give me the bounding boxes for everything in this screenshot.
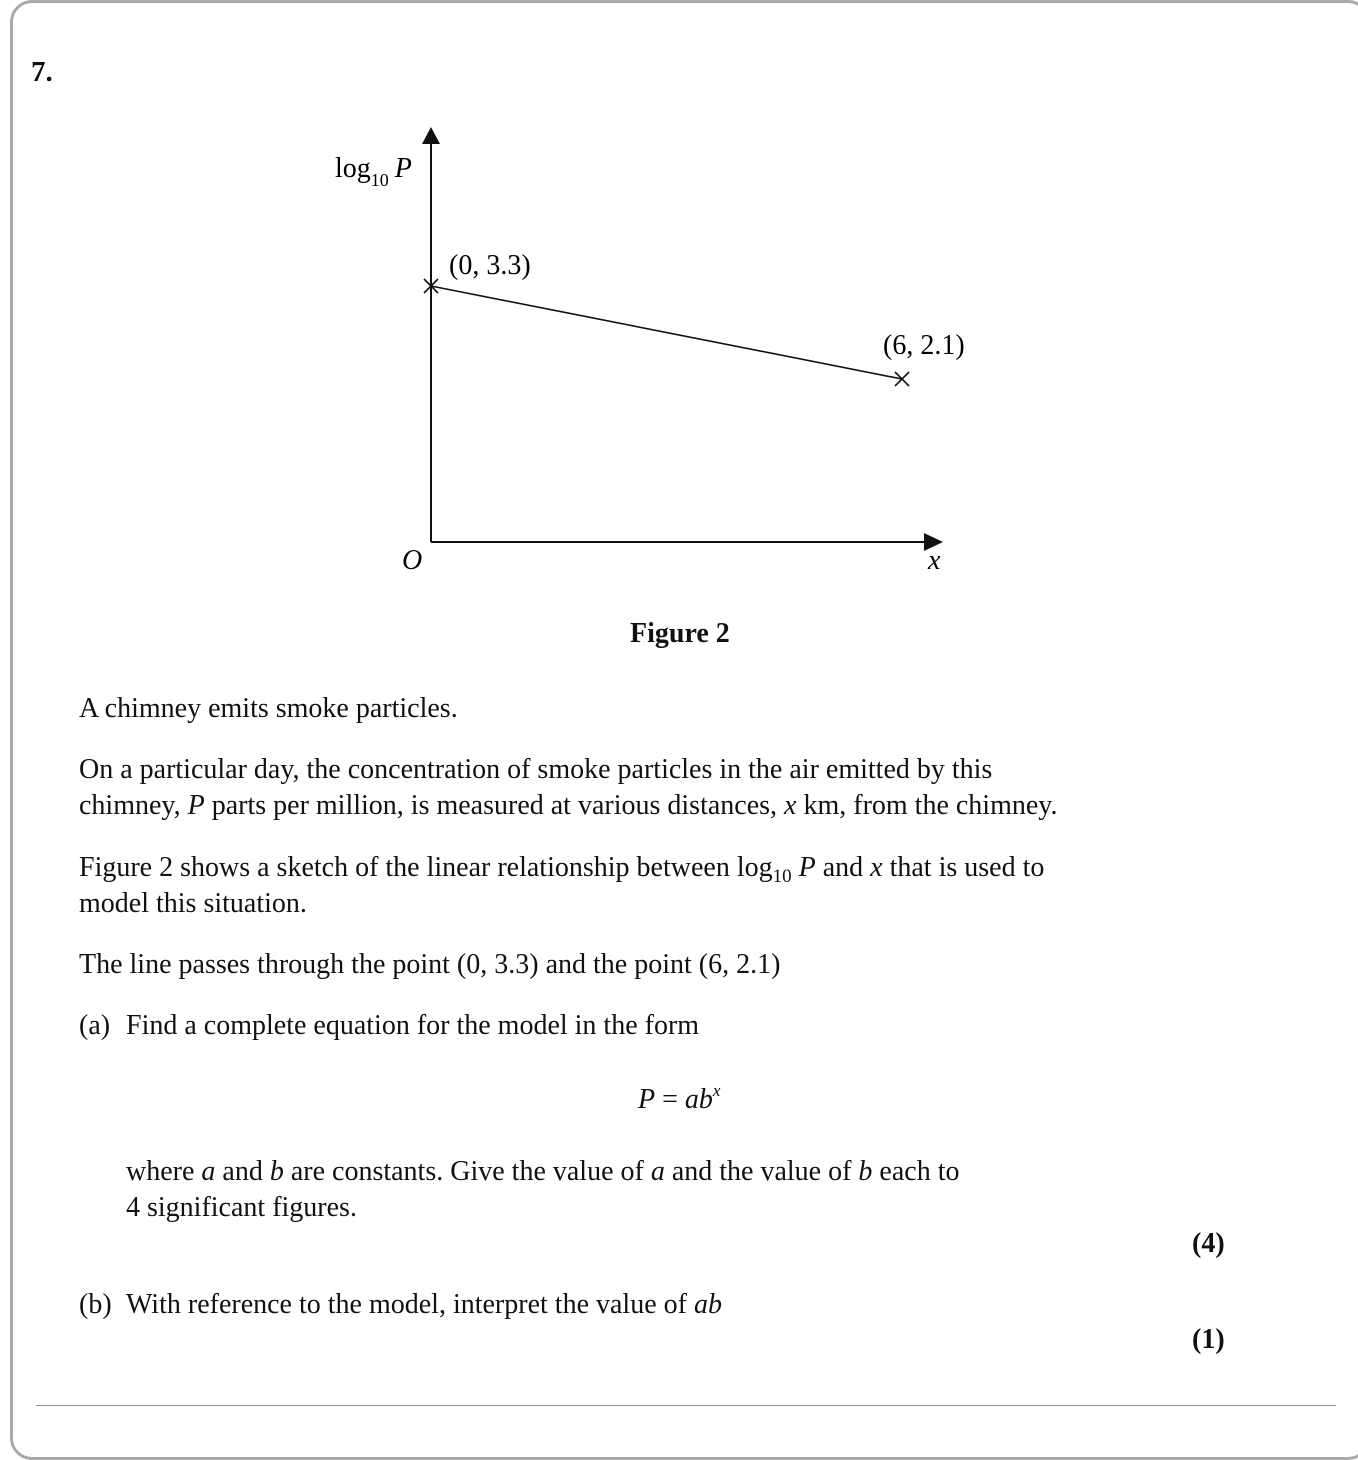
paragraph-2-line-1: On a particular day, the concentration of smoke particles in the air emitted by this [79,754,993,785]
paragraph-3-line-1: Figure 2 shows a sketch of the linear relationship between $\log_{10} P$ and x that is used to [79,852,1045,887]
answer-divider [36,1405,1336,1406]
question-number: 7. [31,56,53,88]
part-a-text: Find a complete equation for the model in the form [126,1010,700,1041]
part-b-marks: (1) [1192,1324,1225,1355]
part-b-label: (b) [79,1289,112,1320]
part-a-line-3: 4 significant figures. [126,1192,357,1223]
y-axis-label: $\log_{10} P$ [335,153,412,190]
origin-label: O [402,545,423,576]
point-marker-6-2.1 [895,372,909,386]
model-equation: $P = ab^x$ [638,1081,721,1115]
y-axis-arrow [422,127,440,144]
figure-2-graph [0,0,1358,620]
point1-label: (0, 3.3) [449,250,531,281]
part-a-marks: (4) [1192,1228,1225,1259]
figure-caption: Figure 2 [630,618,730,649]
paragraph-3-line-2: model this situation. [79,888,307,919]
part-b-text: With reference to the model, interpret the value of ab [126,1289,722,1320]
x-axis-label: x [928,545,941,576]
paragraph-intro: A chimney emits smoke particles. [79,693,458,724]
paragraph-2-line-2: chimney, P parts per million, is measured at various distances, x km, from the chimney. [79,790,1058,821]
part-a-label: (a) [79,1010,111,1041]
paragraph-4: The line passes through the point (0, 3.3) and the point (6, 2.1) [79,949,781,980]
model-line [431,286,902,379]
part-a-line-2: where a and b are constants. Give the value of a and the value of b each to [126,1156,960,1187]
point2-label: (6, 2.1) [883,330,965,361]
